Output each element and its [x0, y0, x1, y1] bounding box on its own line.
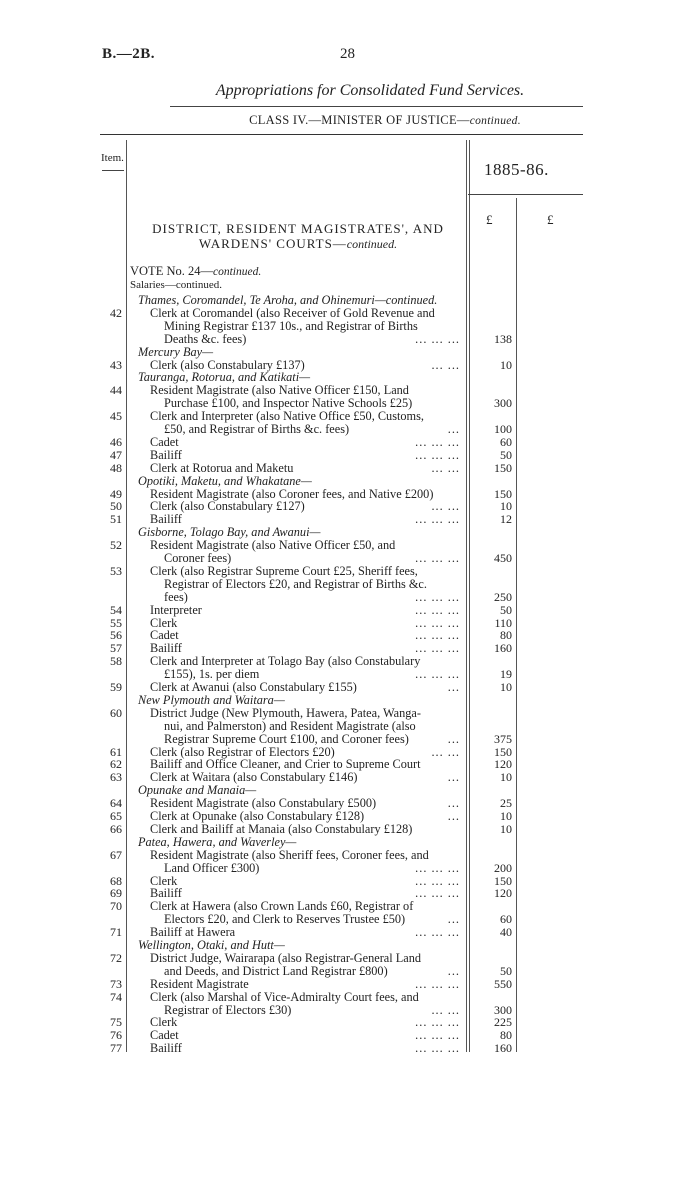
- leader-dots: ... ... ...: [415, 1041, 460, 1056]
- item-number: 75: [110, 1015, 122, 1030]
- amount-value: 150: [494, 460, 512, 475]
- row-description: Bailiff: [150, 447, 182, 462]
- row-description: and Deeds, and District Land Registrar £800): [164, 963, 388, 978]
- leader-dots: ... ... ...: [415, 860, 460, 875]
- amount-column-divider: [466, 140, 467, 1052]
- item-number: 60: [110, 705, 122, 720]
- currency-symbol-col1: £: [486, 212, 493, 227]
- leader-dots: ... ... ...: [415, 447, 460, 462]
- amount-value: 80: [500, 1028, 512, 1043]
- row-description: Clerk and Interpreter (also Native Office £50, Customs,: [150, 409, 424, 424]
- row-description: Clerk (also Registrar of Electors £20): [150, 744, 335, 759]
- row-description: Clerk at Opunake (also Constabulary £128): [150, 809, 365, 823]
- leader-dots: ...: [447, 770, 460, 785]
- amount-column-divider-inner: [469, 140, 470, 1052]
- row-description: Clerk (also Constabulary £137): [150, 357, 305, 372]
- page-title: Appropriations for Consolidated Fund Services.: [215, 82, 525, 99]
- leader-dots: ... ... ...: [415, 512, 460, 527]
- leader-dots: ...: [447, 809, 460, 823]
- amount-value: 40: [500, 925, 512, 940]
- row-description: £50, and Registrar of Births &c. fees): [164, 422, 350, 436]
- leader-dots: ... ... ...: [415, 873, 460, 888]
- row-description: Clerk at Awanui (also Constabulary £155): [150, 680, 357, 694]
- row-description: Deaths &c. fees): [164, 331, 247, 346]
- section-title-text: WARDENS' COURTS—: [198, 236, 347, 251]
- amount-value: 110: [494, 615, 512, 630]
- row-description: Clerk and Bailiff at Manaia (also Constabulary £128): [150, 821, 413, 836]
- leader-dots: ...: [447, 963, 460, 978]
- amount-value: 10: [500, 357, 512, 372]
- title-rule: [170, 106, 583, 107]
- amount-value: 200: [494, 860, 512, 875]
- row-description: Clerk: [150, 615, 178, 630]
- document-reference: B.—2B.: [102, 46, 156, 62]
- section-title-line1: DISTRICT, RESIDENT MAGISTRATES', AND: [152, 221, 444, 236]
- class-heading-text: CLASS IV.—MINISTER OF JUSTICE—: [249, 113, 470, 127]
- amount-value: 10: [500, 770, 512, 785]
- amount-value: 25: [500, 796, 512, 811]
- amount-value: 150: [494, 873, 512, 888]
- leader-dots: ... ... ...: [415, 641, 460, 656]
- amount-value: 150: [494, 486, 512, 501]
- item-number: 52: [110, 538, 122, 553]
- item-number: 54: [110, 602, 122, 617]
- amount-value: 50: [500, 602, 512, 617]
- leader-dots: ... ...: [431, 499, 460, 514]
- item-number: 44: [110, 383, 122, 398]
- row-description: Bailiff at Hawera: [150, 925, 236, 940]
- leader-dots: ... ... ...: [415, 615, 460, 630]
- vote-heading: [130, 264, 261, 279]
- row-description: Land Officer £300): [164, 860, 260, 875]
- amount-value: 19: [500, 667, 512, 682]
- item-number: 66: [110, 821, 122, 836]
- amount-value: 150: [494, 744, 512, 759]
- row-description: Cadet: [150, 628, 179, 643]
- item-number: 70: [110, 899, 122, 914]
- item-number: 48: [110, 460, 122, 475]
- row-description: Registrar of Electors £30): [164, 1002, 292, 1017]
- amount-value: 120: [494, 886, 512, 901]
- row-description: District Judge (New Plymouth, Hawera, Patea, Wanga-: [150, 705, 421, 720]
- leader-dots: ...: [447, 796, 460, 811]
- leader-dots: ... ...: [431, 1002, 460, 1017]
- leader-dots: ... ... ...: [415, 1015, 460, 1030]
- row-description: Registrar of Electors £20, and Registrar of Births &c.: [164, 576, 427, 591]
- item-number: 53: [110, 563, 122, 578]
- year-header-underline: [468, 194, 583, 195]
- item-number: 50: [110, 499, 122, 514]
- item-number: 45: [110, 409, 122, 424]
- row-description: Resident Magistrate (also Coroner fees, and Native £200): [150, 486, 434, 501]
- leader-dots: ... ... ...: [415, 628, 460, 643]
- item-number: 74: [110, 989, 122, 1004]
- district-heading: Opotiki, Maketu, and Whakatane—: [138, 473, 312, 488]
- vote-text: VOTE No. 24—: [130, 264, 213, 278]
- salaries-heading: Salaries—continued.: [130, 279, 222, 291]
- row-description: Clerk (also Registrar Supreme Court £25, Sheriff fees,: [150, 563, 418, 578]
- leader-dots: ... ...: [431, 460, 460, 475]
- item-number: 65: [110, 809, 122, 823]
- district-heading: Tauranga, Rotorua, and Katikati—: [138, 370, 311, 385]
- row-description: nui, and Palmerston) and Resident Magistrate (also: [164, 718, 416, 733]
- leader-dots: ...: [447, 680, 460, 694]
- item-number: 46: [110, 434, 122, 449]
- leader-dots: ... ... ...: [415, 1028, 460, 1043]
- row-description: Bailiff: [150, 1041, 182, 1056]
- row-description: Registrar Supreme Court £100, and Coroner fees): [164, 731, 409, 746]
- amount-value: 120: [494, 757, 512, 772]
- currency-symbol-col2: £: [547, 212, 554, 227]
- district-heading: Wellington, Otaki, and Hutt—: [138, 938, 285, 952]
- row-description: District Judge, Wairarapa (also Registrar-General Land: [150, 950, 422, 965]
- leader-dots: ... ... ...: [415, 602, 460, 617]
- amount-value: 10: [500, 499, 512, 514]
- amount-value: 50: [500, 963, 512, 978]
- row-description: Resident Magistrate (also Constabulary £500): [150, 796, 377, 811]
- district-heading: Thames, Coromandel, Te Aroha, and Ohinemuri—continued.: [138, 293, 438, 307]
- leader-dots: ... ... ...: [415, 667, 460, 682]
- amount-value: 375: [494, 731, 512, 746]
- row-description: Resident Magistrate (also Sheriff fees, Coroner fees, and: [150, 847, 429, 862]
- row-description: Resident Magistrate: [150, 976, 249, 991]
- class-heading-continued: continued.: [469, 115, 521, 127]
- item-number: 73: [110, 976, 122, 991]
- section-title-line2: [128, 236, 468, 252]
- row-description: £155), 1s. per diem: [164, 667, 260, 682]
- item-number: 47: [110, 447, 122, 462]
- item-number: 56: [110, 628, 122, 643]
- vote-continued: continued.: [212, 266, 262, 278]
- year-column-header: 1885-86.: [484, 160, 549, 179]
- section-title-continued: continued.: [346, 237, 398, 251]
- row-description: Clerk and Interpreter at Tolago Bay (also Constabulary: [150, 654, 421, 669]
- row-description: Clerk at Hawera (also Crown Lands £60, Registrar of: [150, 899, 414, 914]
- row-description: Mining Registrar £137 10s., and Registrar of Births: [164, 318, 418, 333]
- item-number: 43: [110, 357, 122, 372]
- row-description: Clerk: [150, 1015, 178, 1030]
- row-description: Bailiff and Office Cleaner, and Crier to Supreme Court: [150, 757, 421, 772]
- item-number: 76: [110, 1028, 122, 1043]
- leader-dots: ...: [447, 731, 460, 746]
- amount-value: 60: [500, 912, 512, 927]
- item-number: 61: [110, 744, 122, 759]
- item-column-divider: [126, 140, 127, 1052]
- row-description: Clerk (also Marshal of Vice-Admiralty Court fees, and: [150, 989, 419, 1004]
- amount-value: 138: [494, 331, 512, 346]
- item-number: 58: [110, 654, 122, 669]
- item-number: 68: [110, 873, 122, 888]
- item-number: 42: [110, 305, 122, 320]
- district-heading: Opunake and Manaia—: [138, 783, 257, 798]
- item-number: 57: [110, 641, 122, 656]
- row-description: Clerk: [150, 873, 178, 888]
- item-number: 69: [110, 886, 122, 901]
- amount-value: 60: [500, 434, 512, 449]
- row-description: Resident Magistrate (also Native Officer £50, and: [150, 538, 396, 553]
- page-number: 28: [340, 46, 355, 62]
- pounds-column-divider: [516, 198, 517, 1052]
- amount-value: 225: [494, 1015, 512, 1030]
- amount-value: 12: [500, 512, 512, 527]
- district-heading: Mercury Bay—: [138, 344, 214, 359]
- district-heading: Patea, Hawera, and Waverley—: [138, 834, 297, 849]
- item-column-header: Item.: [101, 152, 124, 164]
- row-description: Bailiff: [150, 641, 182, 656]
- leader-dots: ... ...: [431, 744, 460, 759]
- amount-value: 300: [494, 396, 512, 411]
- amount-value: 100: [494, 422, 512, 436]
- item-number: 51: [110, 512, 122, 527]
- item-number: 62: [110, 757, 122, 772]
- leader-dots: ... ... ...: [415, 434, 460, 449]
- leader-dots: ... ... ...: [415, 886, 460, 901]
- item-number: 71: [110, 925, 122, 940]
- leader-dots: ... ...: [431, 357, 460, 372]
- section-heading: [128, 221, 468, 252]
- row-description: fees): [164, 589, 188, 604]
- leader-dots: ... ... ...: [415, 589, 460, 604]
- amount-value: 50: [500, 447, 512, 462]
- leader-dots: ...: [447, 912, 460, 927]
- leader-dots: ... ... ...: [415, 976, 460, 991]
- class-heading: [0, 113, 700, 128]
- leader-dots: ...: [447, 422, 460, 436]
- row-description: Clerk at Rotorua and Maketu: [150, 460, 294, 475]
- item-number: 55: [110, 615, 122, 630]
- leader-dots: ... ... ...: [415, 331, 460, 346]
- amount-value: 80: [500, 628, 512, 643]
- district-heading: Gisborne, Tolago Bay, and Awanui—: [138, 525, 321, 540]
- item-header-underline: [102, 170, 124, 171]
- amount-value: 160: [494, 1041, 512, 1056]
- amount-value: 250: [494, 589, 512, 604]
- row-description: Clerk at Coromandel (also Receiver of Gold Revenue and: [150, 305, 435, 320]
- amount-value: 450: [494, 551, 512, 565]
- amount-value: 300: [494, 1002, 512, 1017]
- row-description: Bailiff: [150, 886, 182, 901]
- amount-value: 160: [494, 641, 512, 656]
- row-description: Clerk at Waitara (also Constabulary £146): [150, 770, 358, 785]
- amount-value: 10: [500, 680, 512, 694]
- amount-value: 10: [500, 809, 512, 823]
- row-description: Resident Magistrate (also Native Officer £150, Land: [150, 383, 409, 398]
- item-number: 64: [110, 796, 122, 811]
- district-heading: New Plymouth and Waitara—: [138, 692, 285, 707]
- item-number: 67: [110, 847, 122, 862]
- row-description: Bailiff: [150, 512, 182, 527]
- amount-value: 550: [494, 976, 512, 991]
- row-description: Cadet: [150, 434, 179, 449]
- item-number: 72: [110, 950, 122, 965]
- row-description: Cadet: [150, 1028, 179, 1043]
- leader-dots: ... ... ...: [415, 551, 460, 565]
- item-number: 63: [110, 770, 122, 785]
- row-description: Clerk (also Constabulary £127): [150, 499, 305, 514]
- row-description: Coroner fees): [164, 551, 232, 565]
- item-number: 59: [110, 680, 122, 694]
- row-description: Electors £20, and Clerk to Reserves Trustee £50): [164, 912, 406, 927]
- leader-dots: ... ... ...: [415, 925, 460, 940]
- row-description: Interpreter: [150, 602, 202, 617]
- amount-value: 10: [500, 821, 512, 836]
- item-number: 49: [110, 486, 122, 501]
- heading-rule: [100, 134, 583, 135]
- row-description: Purchase £100, and Inspector Native Schools £25): [164, 396, 413, 411]
- item-number: 77: [110, 1041, 122, 1056]
